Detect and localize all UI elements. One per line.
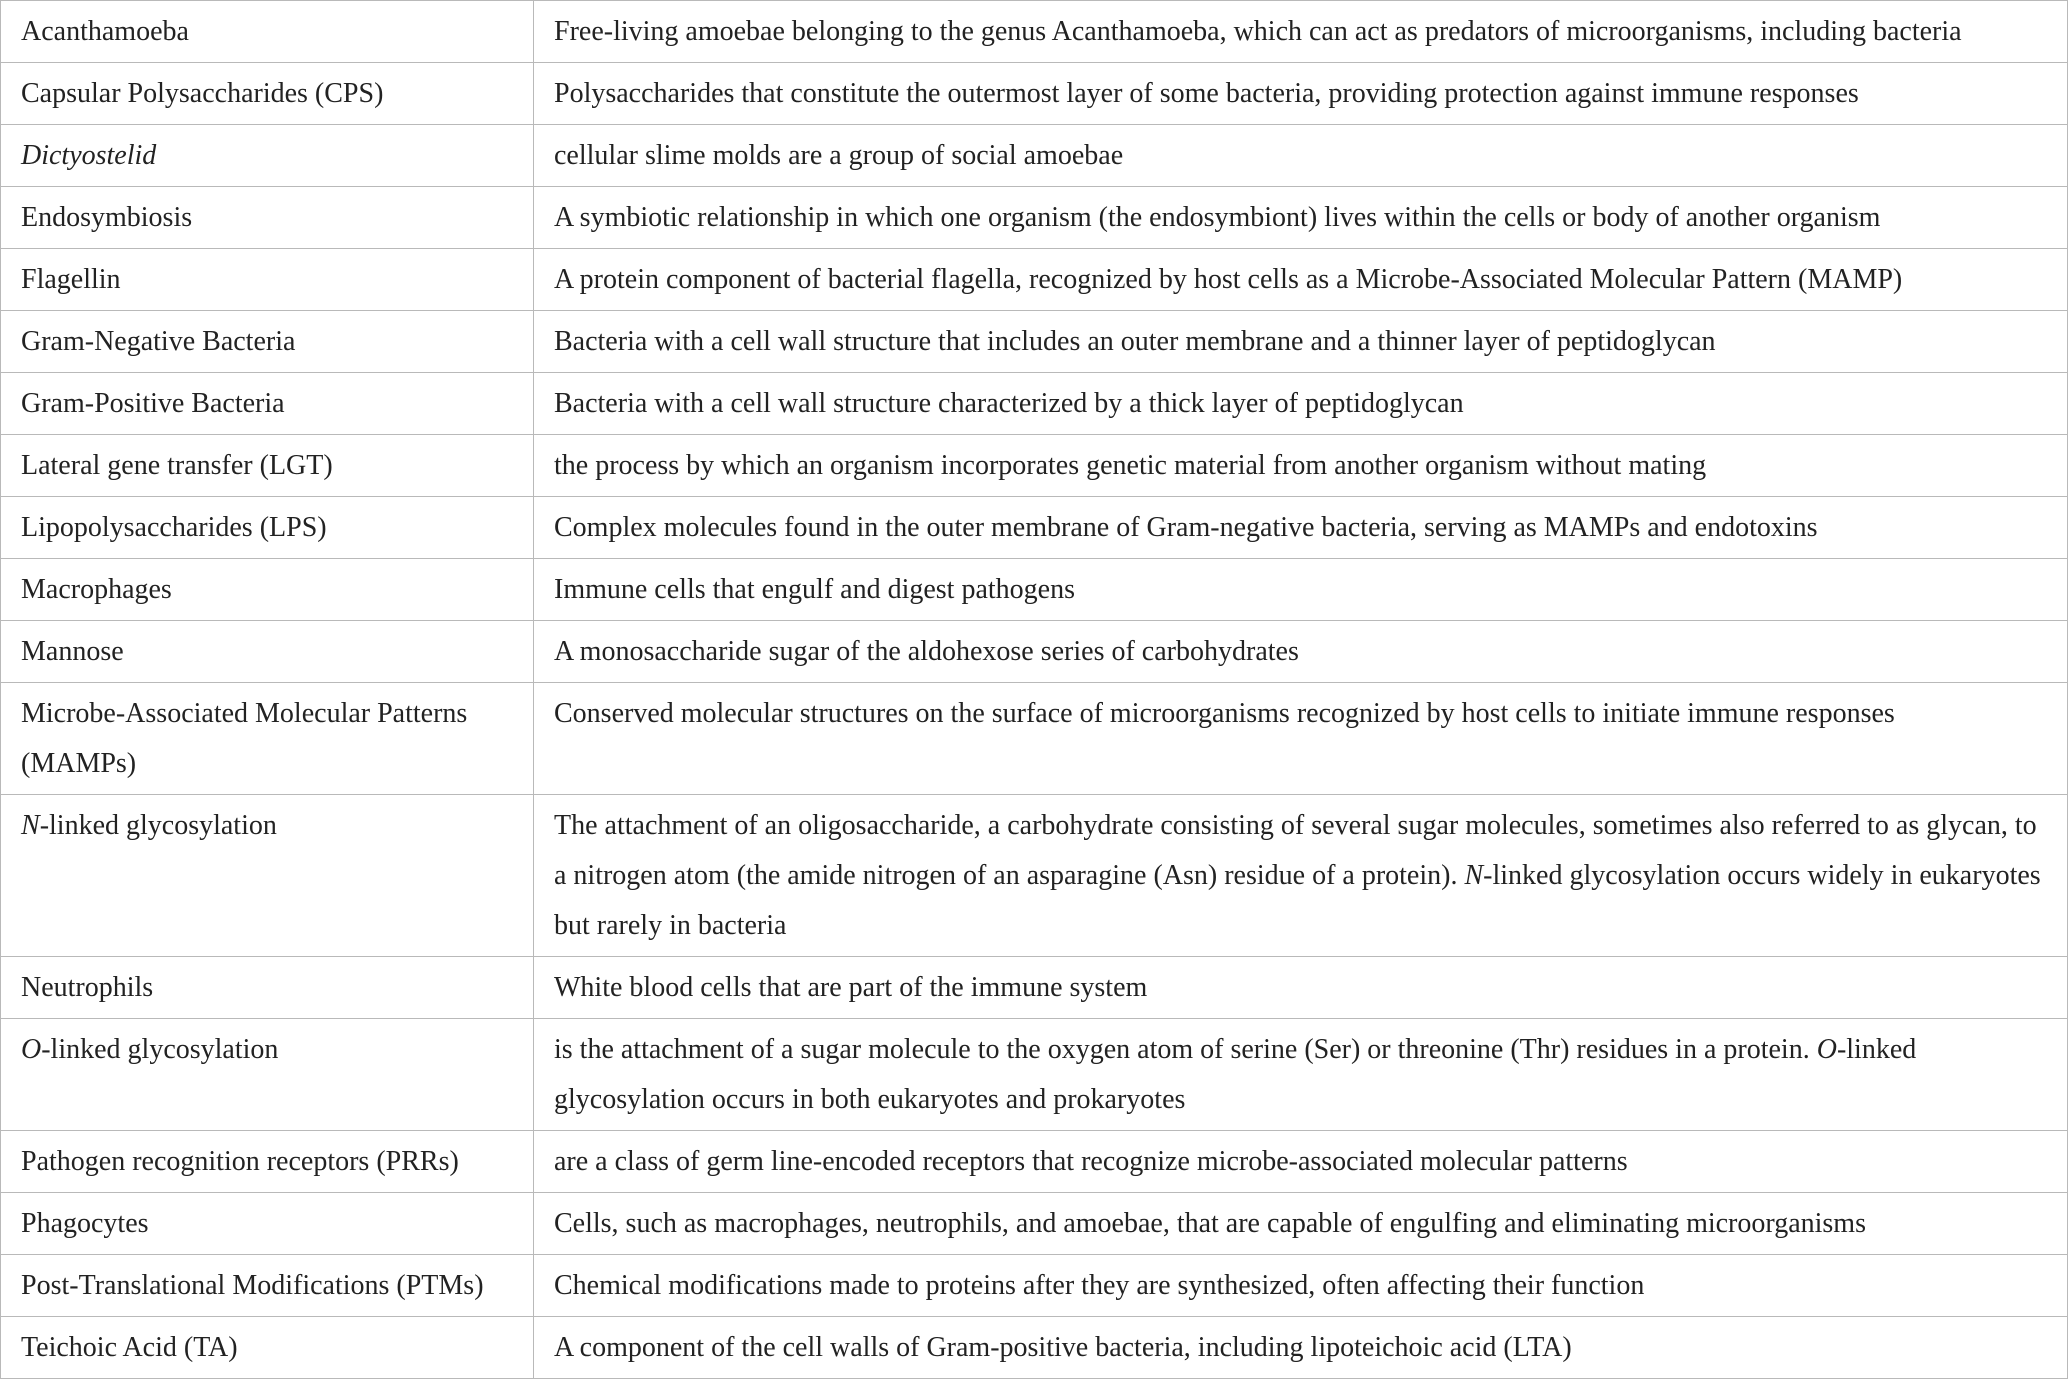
definition-cell: Free-living amoebae belonging to the genus Acanthamoeba, which can act as predators of microorganisms, including bacteria xyxy=(534,1,2068,63)
table-row xyxy=(1,683,2068,795)
table-row xyxy=(1,435,2068,497)
definition-text: is the attachment of a sugar molecule to the oxygen atom of serine (Ser) or threonine (Thr) residues in a protein. xyxy=(554,1034,1817,1065)
term-cell: Mannose xyxy=(1,621,534,683)
definition-cell: A protein component of bacterial flagella, recognized by host cells as a Microbe-Associated Molecular Pattern (MAMP) xyxy=(534,249,2068,311)
term-cell: Pathogen recognition receptors (PRRs) xyxy=(1,1131,534,1193)
table-row xyxy=(1,621,2068,683)
table-row xyxy=(1,311,2068,373)
table-row xyxy=(1,957,2068,1019)
definition-cell: Chemical modifications made to proteins after they are synthesized, often affecting their function xyxy=(534,1255,2068,1317)
term-cell: Teichoic Acid (TA) xyxy=(1,1317,534,1379)
definition-cell: Bacteria with a cell wall structure characterized by a thick layer of peptidoglycan xyxy=(534,373,2068,435)
definition-cell: Bacteria with a cell wall structure that includes an outer membrane and a thinner layer of peptidoglycan xyxy=(534,311,2068,373)
table-row xyxy=(1,1193,2068,1255)
term-cell: Lipopolysaccharides (LPS) xyxy=(1,497,534,559)
term-cell: Endosymbiosis xyxy=(1,187,534,249)
term-cell: Microbe-Associated Molecular Patterns (MAMPs) xyxy=(1,683,534,795)
term-cell: Macrophages xyxy=(1,559,534,621)
table-row xyxy=(1,1317,2068,1379)
definition-cell: Complex molecules found in the outer membrane of Gram-negative bacteria, serving as MAMPs and endotoxins xyxy=(534,497,2068,559)
term-cell: Gram-Negative Bacteria xyxy=(1,311,534,373)
definition-cell: Cells, such as macrophages, neutrophils, and amoebae, that are capable of engulfing and eliminating microorganisms xyxy=(534,1193,2068,1255)
term-cell: Gram-Positive Bacteria xyxy=(1,373,534,435)
definition-cell: A monosaccharide sugar of the aldohexose series of carbohydrates xyxy=(534,621,2068,683)
term-text: -linked glycosylation xyxy=(41,1034,279,1065)
definition-cell: Conserved molecular structures on the surface of microorganisms recognized by host cells to initiate immune responses xyxy=(534,683,2068,795)
definition-cell: Immune cells that engulf and digest pathogens xyxy=(534,559,2068,621)
definition-cell: the process by which an organism incorporates genetic material from another organism without mating xyxy=(534,435,2068,497)
definition-text: -linked glycosylation occurs widely in eukaryotes but rarely in bacteria xyxy=(554,860,2041,941)
table-row xyxy=(1,187,2068,249)
term-cell: Post-Translational Modifications (PTMs) xyxy=(1,1255,534,1317)
table-row xyxy=(1,1019,2068,1131)
term-cell: Neutrophils xyxy=(1,957,534,1019)
table-row xyxy=(1,795,2068,957)
table-row xyxy=(1,249,2068,311)
definition-cell: White blood cells that are part of the immune system xyxy=(534,957,2068,1019)
table-row xyxy=(1,63,2068,125)
term-cell: Phagocytes xyxy=(1,1193,534,1255)
term-cell: Acanthamoeba xyxy=(1,1,534,63)
term-italic-prefix: N xyxy=(21,810,40,841)
table-row xyxy=(1,1255,2068,1317)
definition-cell xyxy=(534,1019,2068,1131)
term-italic-prefix: O xyxy=(21,1034,42,1065)
definition-cell: are a class of germ line-encoded receptors that recognize microbe-associated molecular patterns xyxy=(534,1131,2068,1193)
definition-cell: A component of the cell walls of Gram-positive bacteria, including lipoteichoic acid (LTA) xyxy=(534,1317,2068,1379)
glossary-body xyxy=(1,1,2068,1379)
term-cell: Capsular Polysaccharides (CPS) xyxy=(1,63,534,125)
definition-cell: Polysaccharides that constitute the outermost layer of some bacteria, providing protection against immune responses xyxy=(534,63,2068,125)
definition-cell: cellular slime molds are a group of social amoebae xyxy=(534,125,2068,187)
definition-text: The attachment of an oligosaccharide, a carbohydrate consisting of several sugar molecules, sometimes also referred to as glycan, to a nitrogen atom (the amide nitrogen of an asparagine (Asn) residue of a protein). xyxy=(554,810,2037,891)
table-row xyxy=(1,125,2068,187)
term-text: -linked glycosylation xyxy=(39,810,277,841)
definition-italic-prefix: O xyxy=(1816,1034,1837,1065)
table-row xyxy=(1,559,2068,621)
definition-cell xyxy=(534,795,2068,957)
definition-cell: A symbiotic relationship in which one organism (the endosymbiont) lives within the cells or body of another organism xyxy=(534,187,2068,249)
term-cell xyxy=(1,1019,534,1131)
table-row xyxy=(1,1131,2068,1193)
table-row xyxy=(1,497,2068,559)
term-cell: Lateral gene transfer (LGT) xyxy=(1,435,534,497)
term-cell: Flagellin xyxy=(1,249,534,311)
table-row xyxy=(1,1,2068,63)
definition-italic-prefix: N xyxy=(1464,860,1484,891)
table-row xyxy=(1,373,2068,435)
definition-text: -linked glycosylation occurs in both eukaryotes and prokaryotes xyxy=(554,1034,1917,1115)
term-cell xyxy=(1,795,534,957)
term-cell: Dictyostelid xyxy=(1,125,534,187)
